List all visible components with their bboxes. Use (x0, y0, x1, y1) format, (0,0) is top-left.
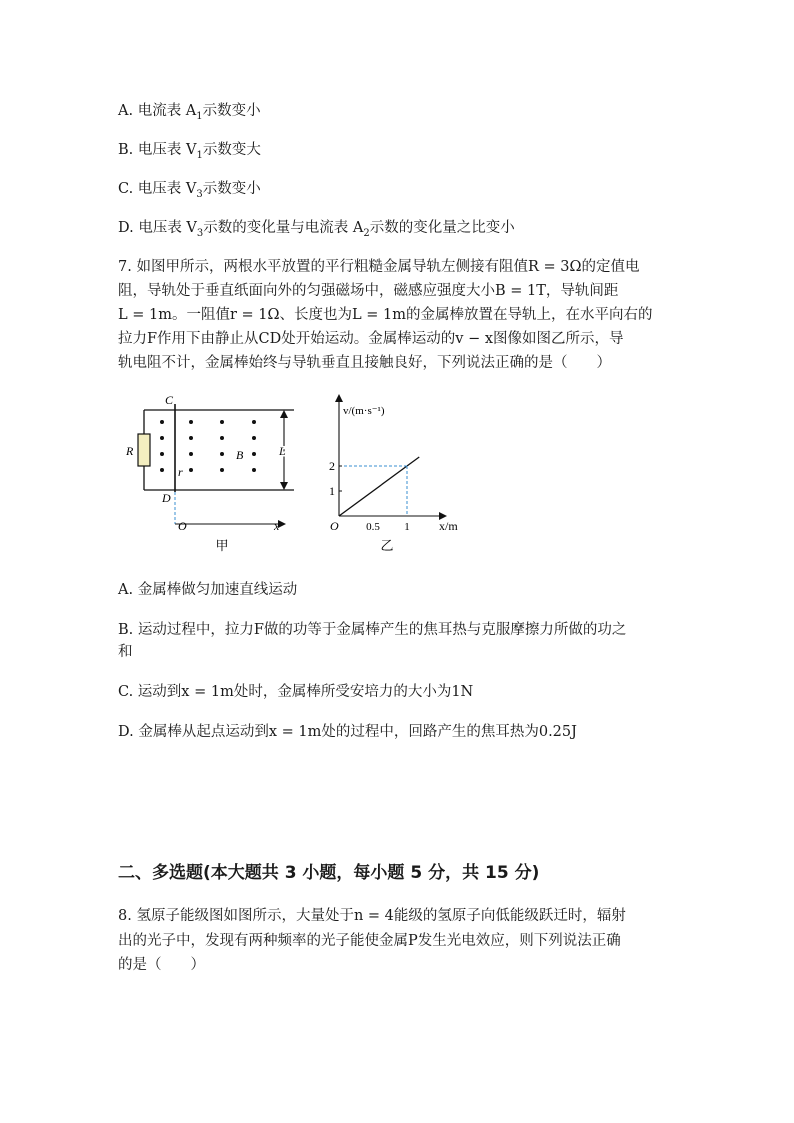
q7-option-d: D. 金属棒从起点运动到x = 1m处的过程中，回路产生的焦耳热为0.25J (118, 724, 577, 740)
origin-label: O (330, 519, 339, 533)
caption-yi: 乙 (380, 538, 394, 553)
figure-jia-circuit (118, 392, 308, 562)
q7-stem-line-3: L = 1m。一阻值r = 1Ω、长度也为L = 1m的金属棒放置在导轨上，在水平向右的 (118, 307, 653, 323)
label-L: L (279, 444, 286, 458)
y-tick-label: 2 (329, 459, 335, 473)
y-tick-label: 1 (329, 484, 335, 498)
q8-stem-line-2: 出的光子中，发现有两种频率的光子能使金属P发生光电效应，则下列说法正确 (118, 933, 621, 949)
q7-stem-line-4: 拉力F作用下由静止从CD处开始运动。金属棒运动的v − x图像如图乙所示，导 (118, 331, 624, 347)
section-heading: 二、多选题(本大题共 3 小题，每小题 5 分，共 15 分) (118, 863, 540, 883)
q7-stem-line-5: 轨电阻不计，金属棒始终与导轨垂直且接触良好，下列说法正确的是（ ） (118, 355, 611, 371)
label-x-jia: x (274, 519, 280, 533)
q7-stem-line-1: 7. 如图甲所示，两根水平放置的平行粗糙金属导轨左侧接有阻值R = 3Ω的定值电 (118, 259, 640, 275)
resistor-R (138, 434, 150, 466)
q7-stem-line-2: 阻，导轨处于垂直纸面向外的匀强磁场中，磁感应强度大小B = 1T，导轨间距 (118, 283, 619, 299)
y-axis-label: v/(m·s⁻¹) (343, 405, 385, 417)
x-axis-label: x/m (439, 519, 458, 533)
y-axis-arrow (335, 394, 343, 402)
q6-option-b: B. 电压表 $V_1$示数变大 (118, 142, 261, 161)
q6-option-d: D. 电压表 $V_3$示数的变化量与电流表 $A_2$示数的变化量之比变小 (118, 220, 515, 239)
q6-option-c: C. 电压表 $V_3$示数变小 (118, 181, 261, 200)
x-tick-label: 0.5 (366, 521, 380, 533)
label-D: D (162, 491, 171, 505)
q8-stem-line-3: 的是（ ） (118, 957, 205, 973)
q7-option-c: C. 运动到x = 1m处时，金属棒所受安培力的大小为1N (118, 684, 474, 700)
label-B: B (236, 448, 244, 462)
label-r: r (178, 465, 183, 479)
q7-option-b-cont: 和 (118, 644, 133, 660)
figure-yi-graph (325, 392, 475, 562)
label-O-jia: O (178, 519, 187, 533)
label-R: R (126, 444, 134, 458)
q6-option-a: A. 电流表 $A_1$示数变小 (118, 103, 261, 122)
caption-jia: 甲 (215, 538, 229, 553)
q7-option-a: A. 金属棒做匀加速直线运动 (118, 582, 298, 598)
q7-option-b: B. 运动过程中，拉力F做的功等于金属棒产生的焦耳热与克服摩擦力所做的功之 (118, 622, 627, 638)
label-C: C (165, 393, 174, 407)
q8-stem-line-1: 8. 氢原子能级图如图所示，大量处于n = 4能级的氢原子向低能级跃迁时，辐射 (118, 908, 626, 924)
x-tick-label: 1 (404, 521, 410, 533)
